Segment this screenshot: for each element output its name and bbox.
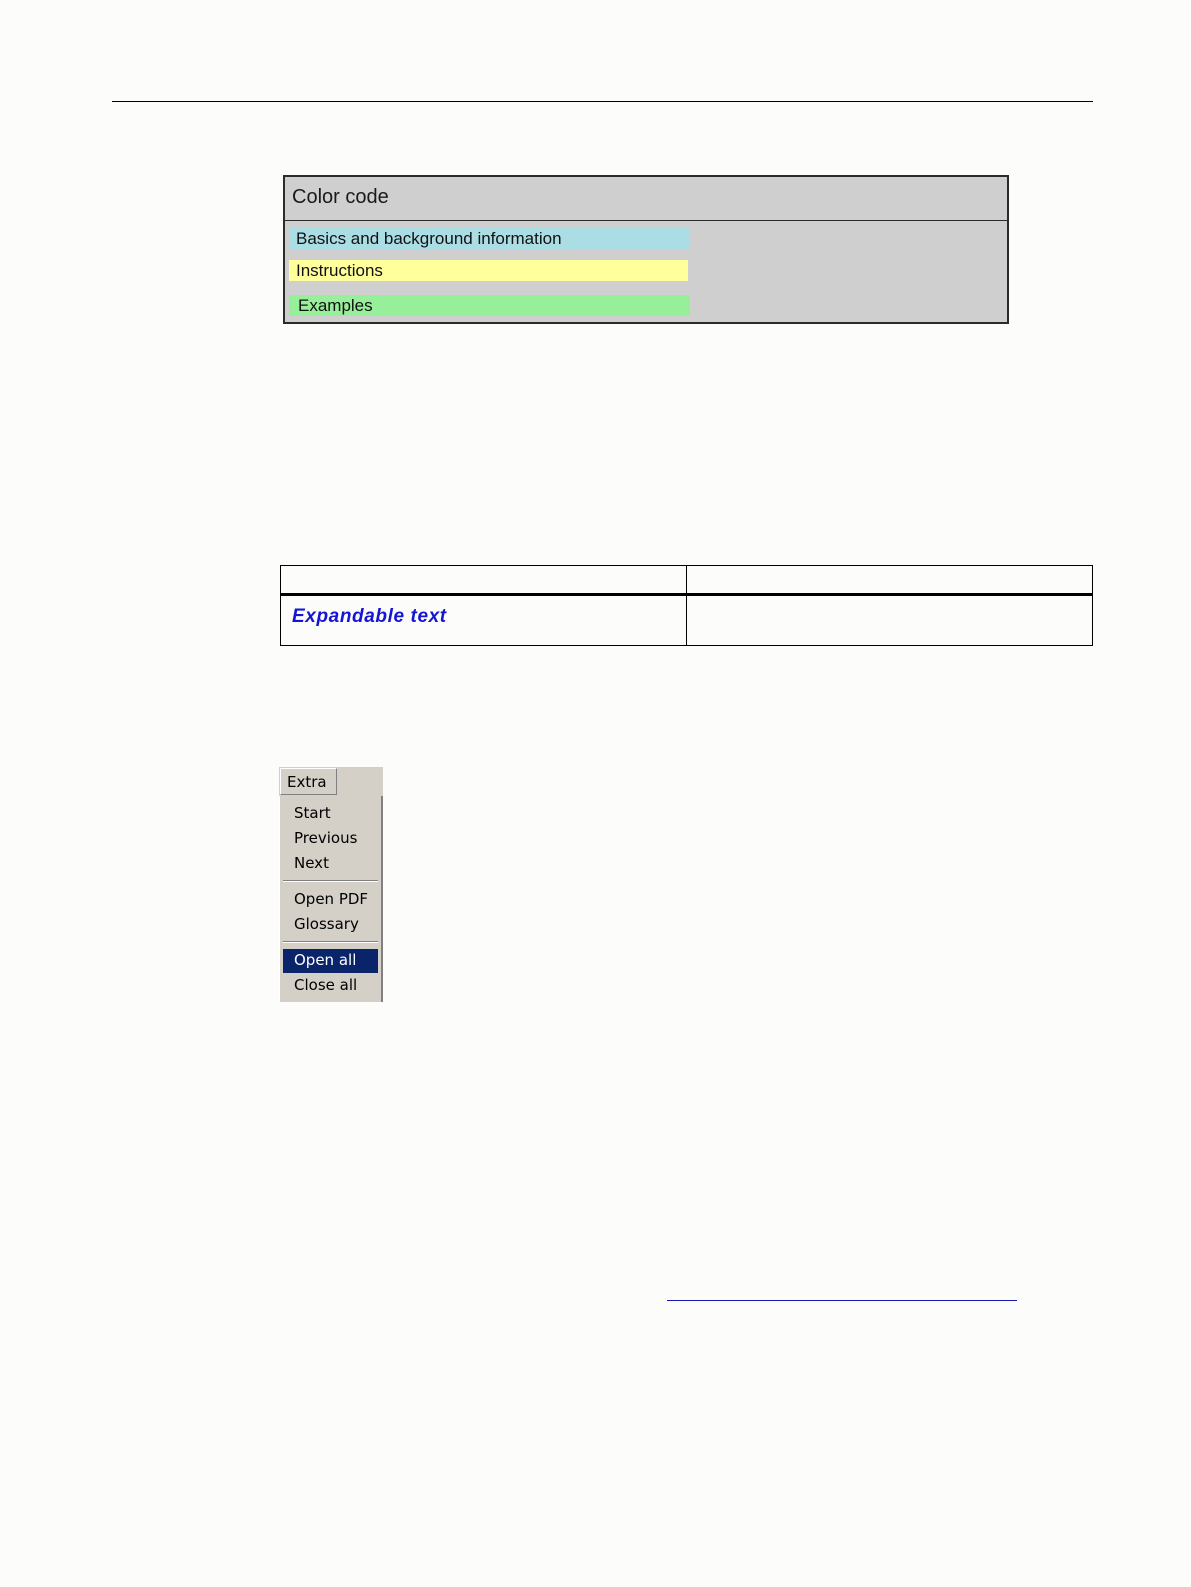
legend-item-basics: Basics and background information (289, 228, 690, 249)
menu-bar (279, 767, 383, 797)
expandable-text-table (280, 565, 1093, 646)
menu-separator (283, 880, 378, 882)
legend-item-instructions: Instructions (289, 260, 688, 281)
table-header-cell-right (686, 565, 1093, 594)
menu-extra[interactable]: Extra (280, 768, 337, 795)
table-cell-right (686, 595, 1093, 646)
menu-item-start[interactable]: Start (294, 804, 331, 822)
menu-item-open-pdf[interactable]: Open PDF (294, 890, 369, 908)
menu-item-close-all[interactable]: Close all (294, 976, 358, 994)
page-header-rule (112, 101, 1093, 102)
legend-title: Color code (285, 177, 1007, 221)
menu-item-previous[interactable]: Previous (294, 829, 358, 847)
menu-dropdown (279, 796, 383, 1002)
menu-item-glossary[interactable]: Glossary (294, 915, 359, 933)
expandable-text-link[interactable]: Expandable text (292, 606, 447, 627)
hyperlink-underline[interactable] (667, 1300, 1017, 1301)
color-code-legend (283, 175, 1009, 324)
extra-menu (279, 767, 383, 1002)
legend-item-examples: Examples (289, 295, 690, 316)
menu-item-open-all[interactable]: Open all (283, 949, 378, 973)
menu-item-next[interactable]: Next (294, 854, 329, 872)
menu-separator (283, 941, 378, 943)
table-cell-left (280, 595, 687, 646)
table-header-cell-left (280, 565, 687, 594)
table-header-separator (280, 593, 1093, 596)
